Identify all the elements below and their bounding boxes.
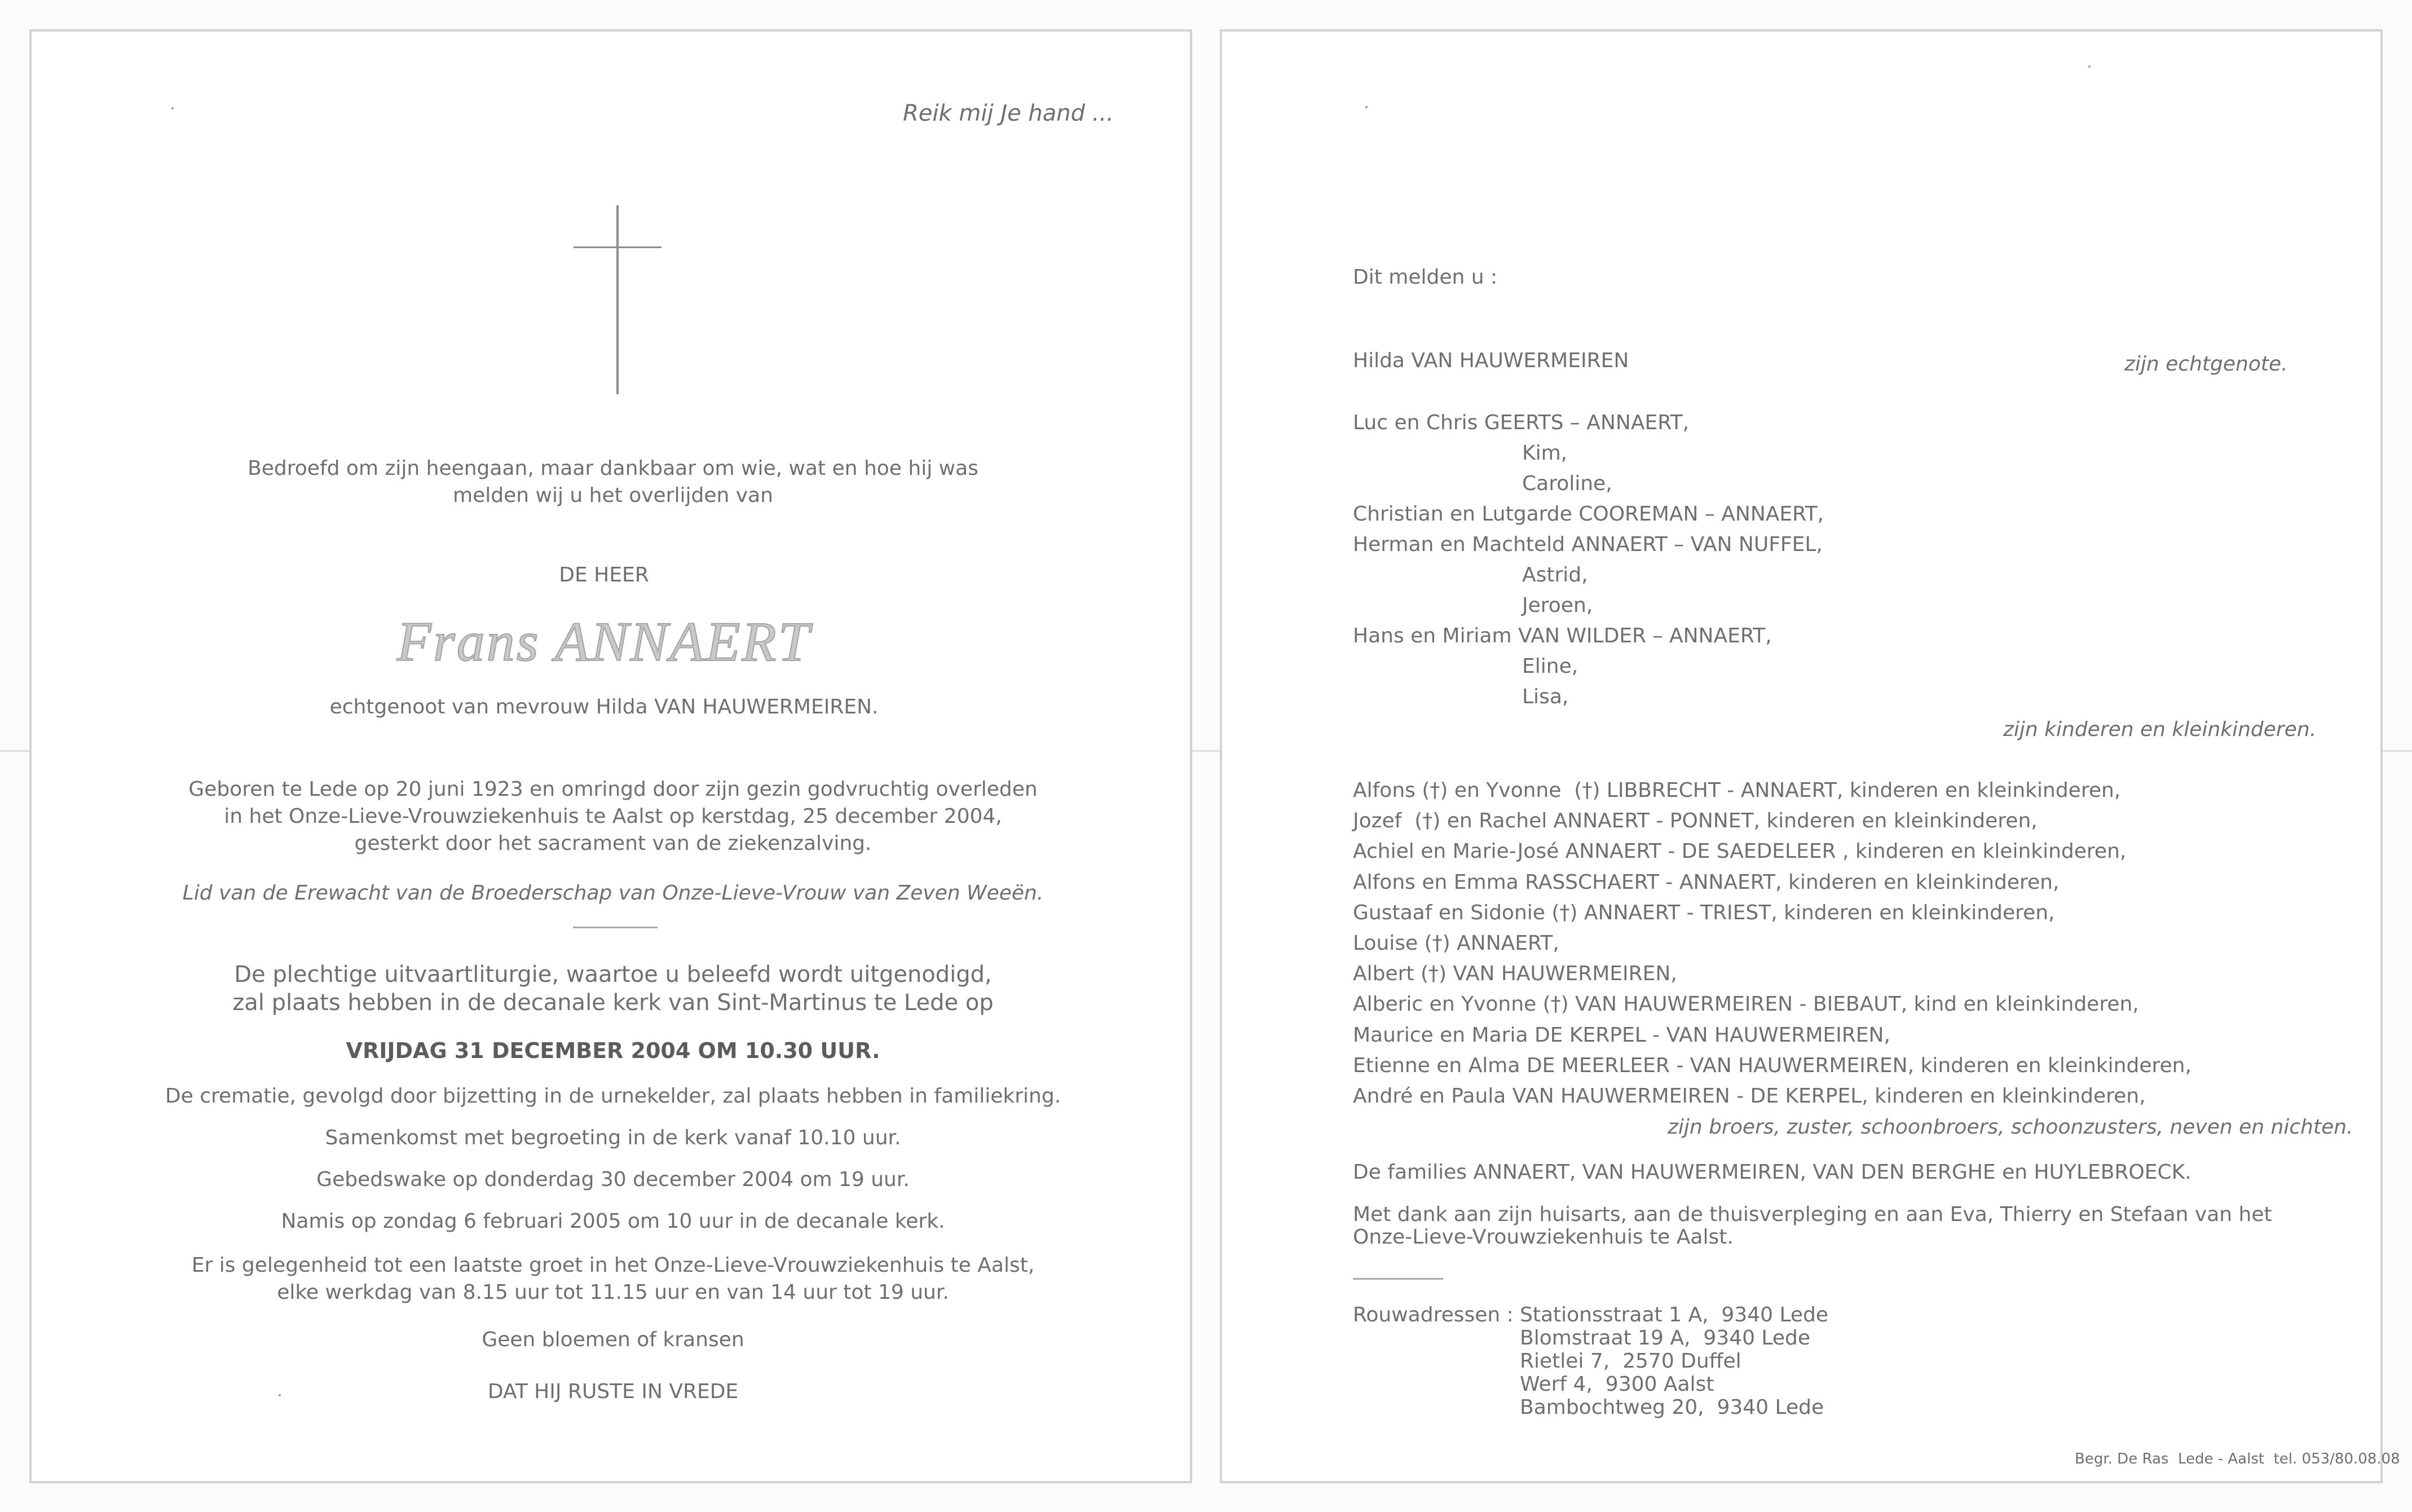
family-line: Kim, [1522, 442, 1568, 465]
divider [573, 927, 658, 928]
address-line: Bambochtweg 20, 9340 Lede [1520, 1396, 1824, 1419]
family-line: Lisa, [1522, 685, 1569, 708]
honorific: DE HEER [559, 563, 649, 587]
speck [2088, 65, 2091, 68]
address-line: Blomstraat 19 A, 9340 Lede [1520, 1326, 1810, 1350]
family-line: Jeroen, [1522, 594, 1593, 617]
siblings-role: zijn broers, zuster, schoonbroers, schoonzusters, neven en nichten. [1668, 1116, 2353, 1139]
sibling-line: Albert (†) VAN HAUWERMEIREN, [1353, 962, 1677, 986]
family-line: Herman en Machteld ANNAERT – VAN NUFFEL, [1353, 533, 1823, 556]
closing: DAT HIJ RUSTE IN VREDE [487, 1380, 739, 1403]
right-page [1220, 29, 2400, 1483]
family-line: Christian en Lutgarde COOREMAN – ANNAERT, [1353, 502, 1824, 526]
farewell-line-1: Er is gelegenheid tot een laatste groet in het Onze-Lieve-Vrouwziekenhuis te Aalst, [191, 1254, 1035, 1277]
farewell-line-2: elke werkdag van 8.15 uur tot 11.15 uur en van 14 uur tot 19 uur. [277, 1281, 949, 1304]
sibling-line: Louise (†) ANNAERT, [1353, 932, 1559, 955]
sibling-line: Maurice en Maria DE KERPEL - VAN HAUWERMEIREN, [1353, 1023, 1890, 1047]
membership: Lid van de Erewacht van de Broederschap van Onze-Lieve-Vrouw van Zeven Weeën. [182, 881, 1044, 905]
birth-line-3: gesterkt door het sacrament van de ziekenzalving. [354, 832, 872, 855]
family-line: Astrid, [1522, 563, 1588, 587]
divider [1353, 1278, 1443, 1280]
address-label: Rouwadressen : [1353, 1303, 1514, 1326]
intro-line-1: Bedroefd om zijn heengaan, maar dankbaar om wie, wat en hoe hij was [248, 457, 978, 480]
families: De families ANNAERT, VAN HAUWERMEIREN, VAN DEN BERGHE en HUYLEBROECK. [1353, 1161, 2191, 1184]
children-role: zijn kinderen en kleinkinderen. [2003, 718, 2317, 741]
widow-role: zijn echtgenote. [2124, 352, 2288, 376]
left-page [29, 29, 1192, 1483]
family-line: Hans en Miriam VAN WILDER – ANNAERT, [1353, 624, 1772, 647]
thanks-line-2: Onze-Lieve-Vrouwziekenhuis te Aalst. [1353, 1226, 1734, 1249]
address-line: Werf 4, 9300 Aalst [1520, 1373, 1714, 1396]
gathering: Samenkomst met begroeting in de kerk vanaf 10.10 uur. [325, 1126, 901, 1149]
funeral-date: VRIJDAG 31 DECEMBER 2004 OM 10.30 UUR. [346, 1038, 880, 1063]
vigil: Gebedswake op donderdag 30 december 2004 om 19 uur. [316, 1168, 910, 1191]
printer-credit: Begr. De Ras Lede - Aalst tel. 053/80.08.08 [2075, 1451, 2400, 1467]
sibling-line: Gustaaf en Sidonie (†) ANNAERT - TRIEST, kinderen en kleinkinderen, [1353, 901, 2055, 924]
speck [171, 107, 174, 109]
sibling-line: Etienne en Alma DE MEERLEER - VAN HAUWERMEIREN, kinderen en kleinkinderen, [1353, 1053, 2191, 1077]
family-line: Luc en Chris GEERTS – ANNAERT, [1353, 411, 1690, 434]
no-flowers: Geen bloemen of kransen [482, 1328, 744, 1351]
memorial-mass: Namis op zondag 6 februari 2005 om 10 uur in de decanale kerk. [281, 1210, 945, 1233]
sibling-line: Jozef (†) en Rachel ANNAERT - PONNET, kinderen en kleinkinderen, [1353, 809, 2038, 833]
family-line: Caroline, [1522, 472, 1612, 495]
sibling-line: Alfons en Emma RASSCHAERT - ANNAERT, kinderen en kleinkinderen, [1353, 870, 2060, 894]
sibling-line: Alfons (†) en Yvonne (†) LIBBRECHT - ANNAERT, kinderen en kleinkinderen, [1353, 779, 2121, 802]
widow-name: Hilda VAN HAUWERMEIREN [1353, 349, 1629, 372]
sibling-line: Alberic en Yvonne (†) VAN HAUWERMEIREN - BIEBAUT, kind en kleinkinderen, [1353, 993, 2139, 1016]
sibling-line: Achiel en Marie-José ANNAERT - DE SAEDELEER , kinderen en kleinkinderen, [1353, 840, 2127, 863]
speck [279, 1394, 281, 1396]
announce: Dit melden u : [1353, 266, 1498, 289]
intro-line-2: melden wij u het overlijden van [453, 484, 773, 507]
speck [1365, 106, 1368, 108]
family-line: Eline, [1522, 655, 1578, 678]
birth-line-2: in het Onze-Lieve-Vrouwziekenhuis te Aalst op kerstdag, 25 december 2004, [224, 805, 1002, 828]
deceased-name: Frans ANNAERT [396, 610, 812, 673]
birth-line-1: Geboren te Lede op 20 juni 1923 en omringd door zijn gezin godvruchtig overleden [188, 778, 1038, 801]
cremation: De crematie, gevolgd door bijzetting in de urnekelder, zal plaats hebben in familiekring. [165, 1085, 1061, 1108]
address-line: Rietlei 7, 2570 Duffel [1520, 1350, 1741, 1373]
funeral-intro-2: zal plaats hebben in de decanale kerk van Sint-Martinus te Lede op [232, 990, 994, 1016]
address-line: Stationsstraat 1 A, 9340 Lede [1520, 1303, 1829, 1326]
motto: Reik mij Je hand ... [903, 100, 1114, 126]
sibling-line: André en Paula VAN HAUWERMEIREN - DE KERPEL, kinderen en kleinkinderen, [1353, 1085, 2146, 1108]
funeral-intro-1: De plechtige uitvaartliturgie, waartoe u beleefd wordt uitgenodigd, [234, 962, 992, 988]
thanks-line-1: Met dank aan zijn huisarts, aan de thuisverpleging en aan Eva, Thierry en Stefaan van het [1353, 1203, 2272, 1226]
spouse-line: echtgenoot van mevrouw Hilda VAN HAUWERMEIREN. [329, 695, 879, 718]
